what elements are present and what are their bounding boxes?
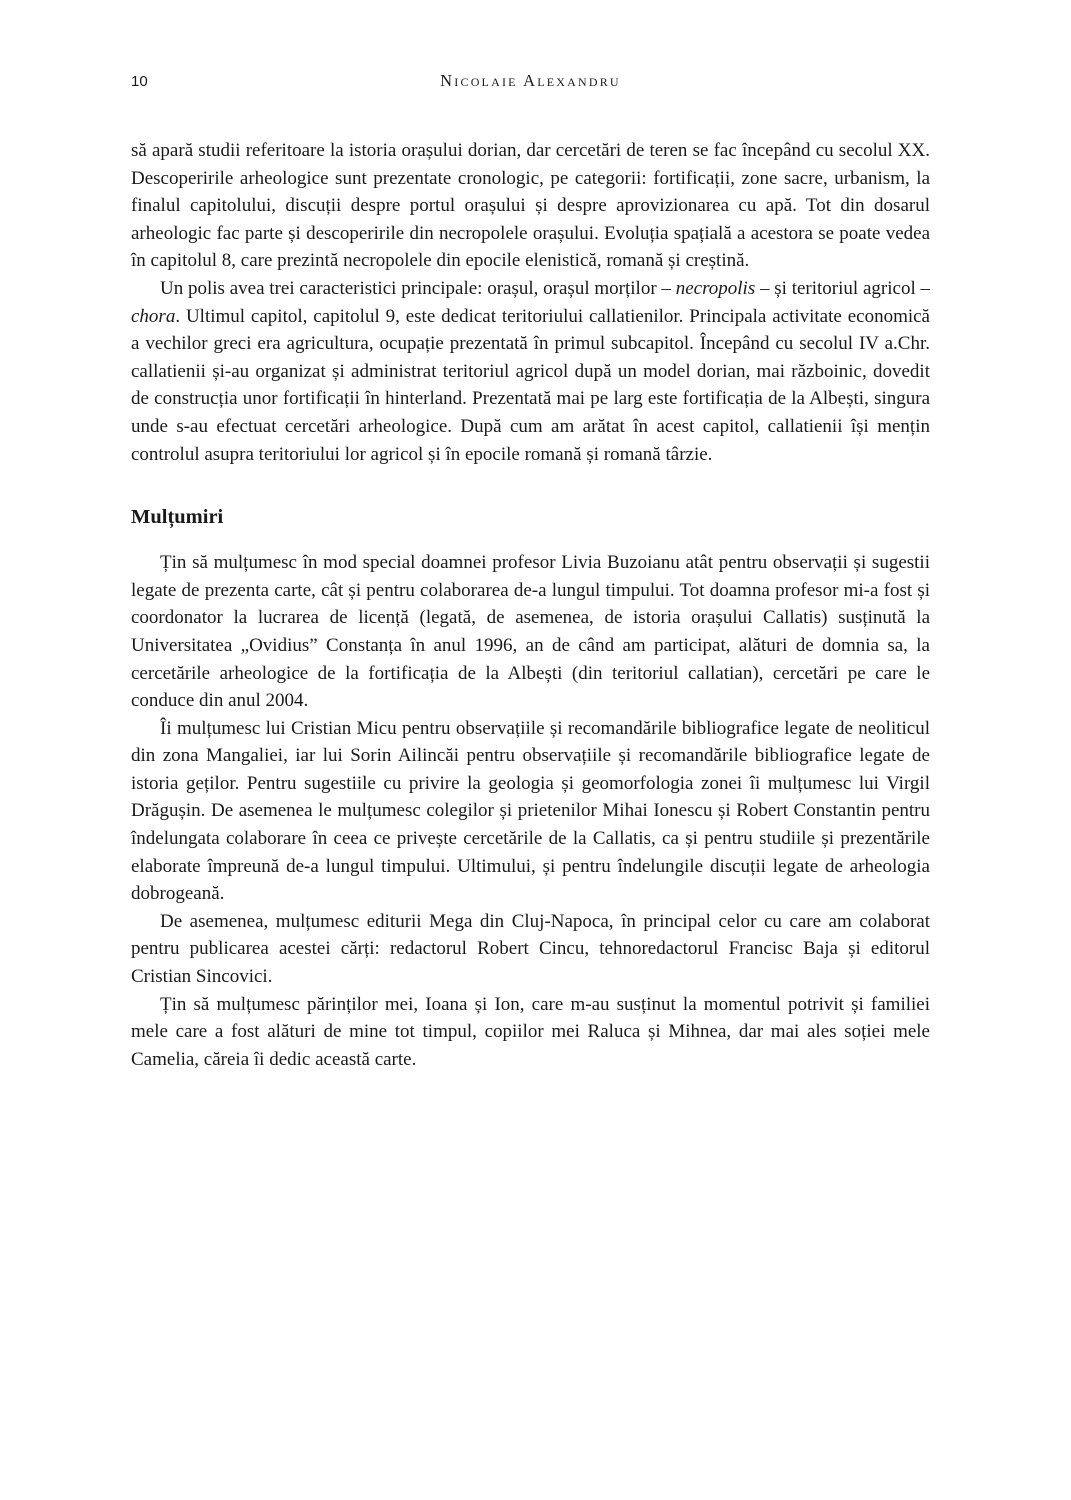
body-text xyxy=(131,137,930,1073)
paragraph-thanks-3: De asemenea, mulțumesc editurii Mega din Cluj-Napoca, în principal celor cu care am colaborat pentru publicarea acestei cărți: redactorul Robert Cincu, tehnoredactorul Francisc Baja și editorul Cristian Sincovici. xyxy=(131,910,930,988)
paragraph-thanks-1: Țin să mulțumesc în mod special doamnei profesor Livia Buzoianu atât pentru observații și sugestii legate de prezenta carte, cât și pentru colaborarea de-a lungul timpului. Tot doamna profesor mi-a fost și coordonator la lucrarea de licență (legată, de asemenea, de istoria orașului Callatis) susținută la Universitatea „Ovidius” Constanța în anul 1996, an de când am participat, alături de domnia sa, la cercetările arheologice de la fortificația de la Albești (din teritoriul callatian), cercetări pe care le conduce din anul 2004. xyxy=(131,552,930,712)
italic-term-chora: chora xyxy=(131,305,176,327)
paragraph-continued: să apară studii referitoare la istoria orașului dorian, dar cercetări de teren se fac începând cu secolul XX. Descoperirile arheologice sunt prezentate cronologic, pe categorii: fortificații, zone sacre, urbanism, la finalul capitolului, discuții despre portul orașului și despre aprovizionarea cu apă. Tot din dosarul arheologic fac parte și descoperirile din necropolele orașului. Evoluția spațială a acestora se poate vedea în capitolul 8, care prezintă necropolele din epocile elenistică, romană și creștină. xyxy=(131,140,930,272)
section-heading: Mulțumiri xyxy=(131,506,224,529)
running-head-author: Nicolaie Alexandru xyxy=(440,71,621,90)
paragraph-polis xyxy=(131,275,930,468)
italic-term-necropolis: necropolis xyxy=(675,277,756,299)
text-run: – și teritoriul agricol – xyxy=(755,277,930,299)
text-run: . Ultimul capitol, capitolul 9, este dedicat teritoriului callatienilor. Principala activitate economică a vechilor greci era agricultura, ocupație prezentată în primul subcapitol. Începând cu secolul IV a.Chr. callatienii și-au organizat și administrat teritoriul agricol după un model dorian, mai războinic, dovedit de construcția unor fortificații în hinterland. Prezentată mai pe larg este fortificația de la Albești, singura unde s-au efectuat cercetări arheologice. După cum am arătat în acest capitol, callatienii își mențin controlul asupra teritoriului lor agricol și în epocile romană și romană târzie. xyxy=(131,305,930,465)
page-number: 10 xyxy=(131,73,148,90)
page-header xyxy=(131,71,930,95)
paragraph-thanks-4: Țin să mulțumesc părinților mei, Ioana și Ion, care m-au susținut la momentul potrivit și familiei mele care a fost alături de mine tot timpul, copiilor mei Raluca și Mihnea, dar mai ales soției mele Camelia, căreia îi dedic această carte. xyxy=(131,993,930,1070)
text-run: Un polis avea trei caracteristici principale: orașul, orașul morților – xyxy=(160,277,676,299)
paragraph-thanks-2: Îi mulțumesc lui Cristian Micu pentru observațiile și recomandările bibliografice legate de neoliticul din zona Mangaliei, iar lui Sorin Ailincăi pentru observațiile și recomandările bibliografice legate de istoria geților. Pentru sugestiile cu privire la geologia și geomorfologia zonei îi mulțumesc lui Virgil Drăgușin. De asemenea le mulțumesc colegilor și prietenilor Mihai Ionescu și Robert Constantin pentru îndelungata colaborare în ceea ce privește cercetările de la Callatis, ca și pentru studiile și prezentările elaborate împreună de-a lungul timpului. Ultimului, și pentru îndelungile discuții legate de arheologia dobrogeană. xyxy=(131,717,930,905)
